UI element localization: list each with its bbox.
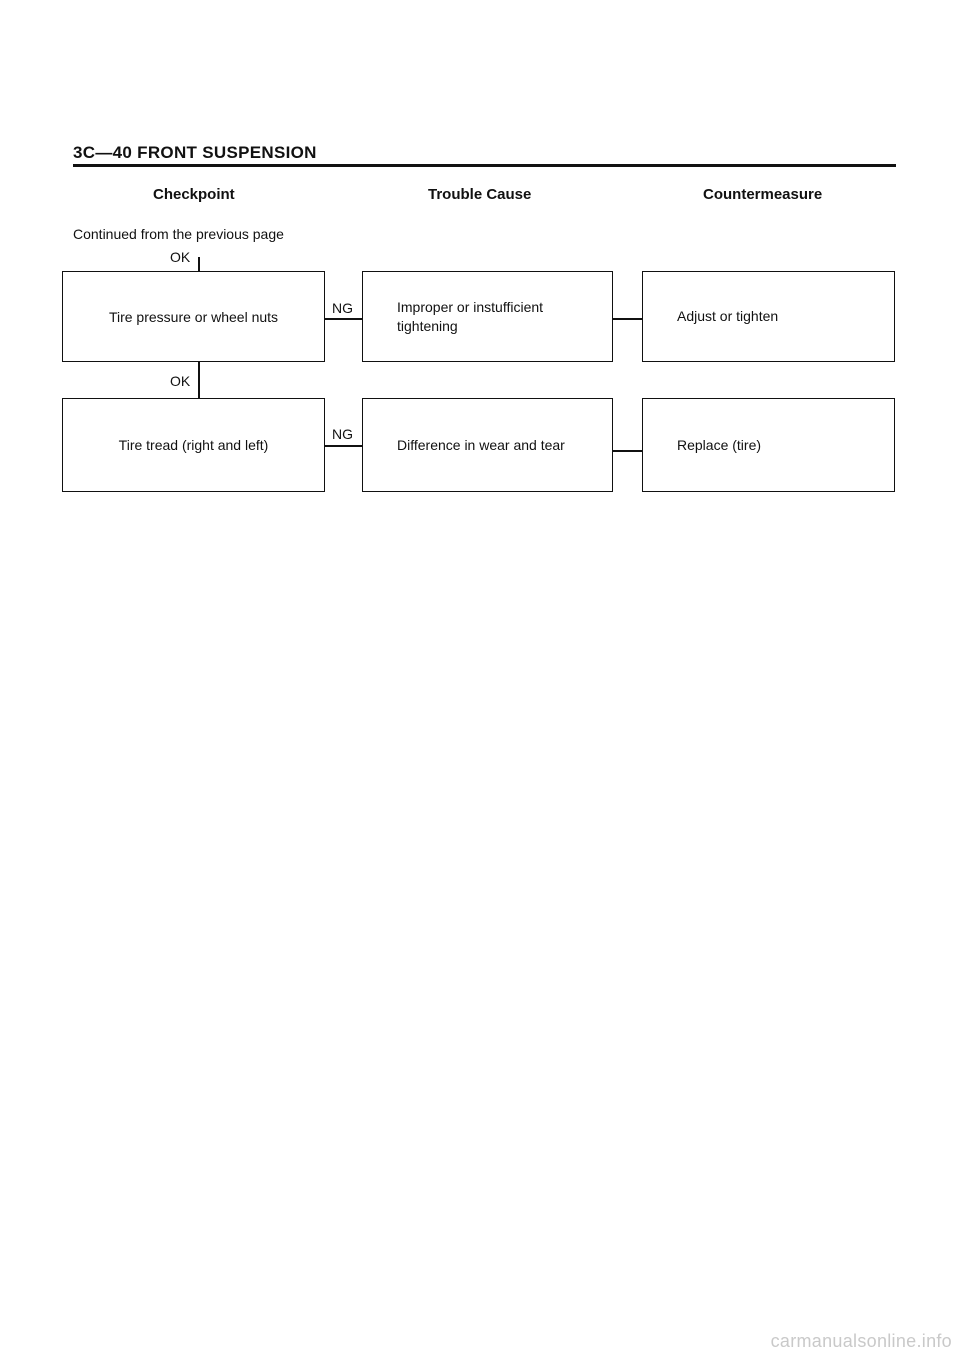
countermeasure-text: Adjust or tighten xyxy=(677,308,779,324)
countermeasure-connector xyxy=(613,318,643,320)
column-heading-trouble-cause: Trouble Cause xyxy=(428,186,532,203)
flow-connector xyxy=(198,362,200,399)
trouble-cause-box xyxy=(362,271,613,362)
ng-label: NG xyxy=(332,300,353,316)
trouble-cause-text xyxy=(397,298,543,336)
checkpoint-text: Tire tread (right and left) xyxy=(118,437,269,453)
trouble-cause-text: Difference in wear and tear xyxy=(397,436,565,453)
trouble-cause-line: Improper or instufficient xyxy=(397,298,544,315)
checkpoint-box xyxy=(62,398,325,492)
ng-label: NG xyxy=(332,426,353,442)
ng-connector xyxy=(325,445,363,447)
countermeasure-box xyxy=(642,398,895,492)
ng-connector xyxy=(325,318,363,320)
column-heading-checkpoint: Checkpoint xyxy=(153,186,235,203)
continued-note: Continued from the previous page xyxy=(73,226,284,242)
flow-connector xyxy=(198,257,200,272)
countermeasure-text: Replace (tire) xyxy=(677,436,762,453)
trouble-cause-line: tightening xyxy=(397,317,458,334)
header-rule xyxy=(73,164,896,167)
column-heading-countermeasure: Countermeasure xyxy=(703,186,823,203)
checkpoint-box xyxy=(62,271,325,362)
watermark-text: carmanualsonline.info xyxy=(770,1331,952,1351)
ok-label: OK xyxy=(170,249,191,265)
page-header-title: 3C—40 FRONT SUSPENSION xyxy=(73,143,317,162)
countermeasure-box xyxy=(642,271,895,362)
countermeasure-connector xyxy=(613,450,643,452)
trouble-cause-box xyxy=(362,398,613,492)
ok-label: OK xyxy=(170,373,191,389)
checkpoint-text: Tire pressure or wheel nuts xyxy=(108,308,279,325)
